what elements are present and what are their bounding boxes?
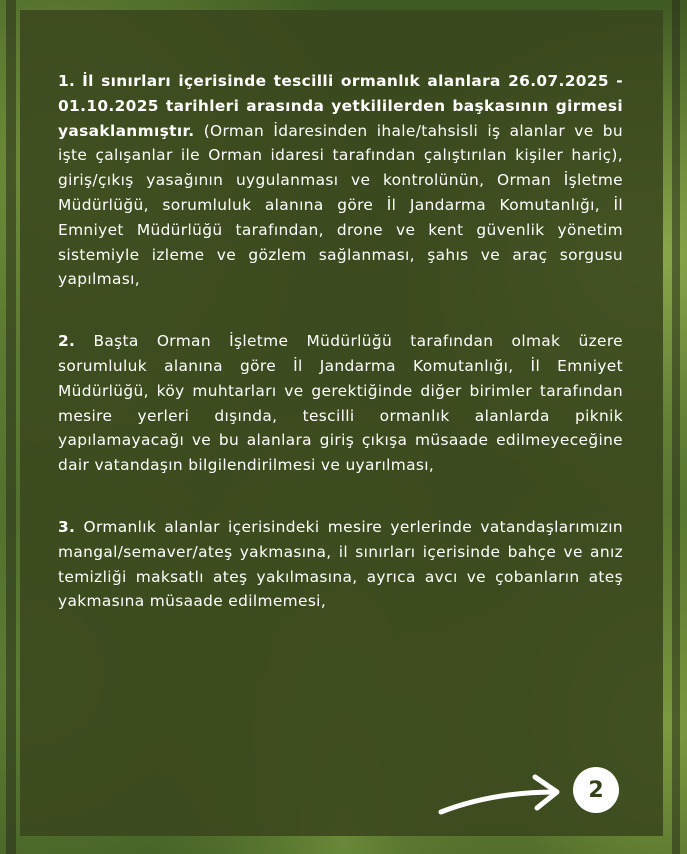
arrow-right-icon [437,768,567,818]
paragraph-bold-text: İl sınırları içerisinde tescilli ormanlık alanlara 26.07.2025 - 01.10.2025 tarihleri arasında yetkililerden başkasının girmesi yasaklanmıştır. [58,72,623,140]
paragraph-text: Başta Orman İşletme Müdürlüğü tarafından olmak üzere sorumluluk alanına göre İl Jandarma Komutanlığı, İl Emniyet Müdürlüğü, köy muhtarları ve gerektiğinde diğer birimler tarafından mesire yerleri dışında, tescilli ormanlık alanlarda piknik yapılamayacağı ve bu alanlara giriş çıkışa müsaade edilmeyeceğine dair vatandaşın bilgilendirilmesi ve uyarılması, [58,332,623,475]
background-tree-trunk [6,0,16,854]
paragraph-2 [58,329,623,478]
page-number-badge: 2 [573,767,619,813]
paragraph-3 [58,515,623,614]
background-tree-trunk [672,0,680,854]
paragraph-text: (Orman İdaresinden ihale/tahsisli iş alanlar ve bu işte çalışanlar ile Orman idaresi tarafından çalıştırılan kişiler hariç), giriş/çıkış yasağının uygulanması ve kontrolünün, Orman İşletme Müdürlüğü, sorumluluk alanına göre İl Jandarma Komutanlığı, İl Emniyet Müdürlüğü tarafından, drone ve kent güvenlik yönetim sistemiyle izleme ve gözlem sağlanması, şahıs ve araç sorgusu yapılması, [58,121,624,289]
paragraph-number: 1. [58,72,76,90]
content [58,69,623,651]
paragraph-number: 3. [58,517,76,536]
paragraph-text: Ormanlık alanlar içerisindeki mesire yerlerinde vatandaşlarımızın mangal/semaver/ateş yakmasına, il sınırları içerisinde bahçe ve anız temizliği maksatlı ateş yakılmasına, ayrıca avcı ve çobanların ateş yakmasına müsaade edilmemesi, [58,517,623,611]
paragraph-1 [58,69,623,292]
paragraph-number: 2. [58,332,76,351]
